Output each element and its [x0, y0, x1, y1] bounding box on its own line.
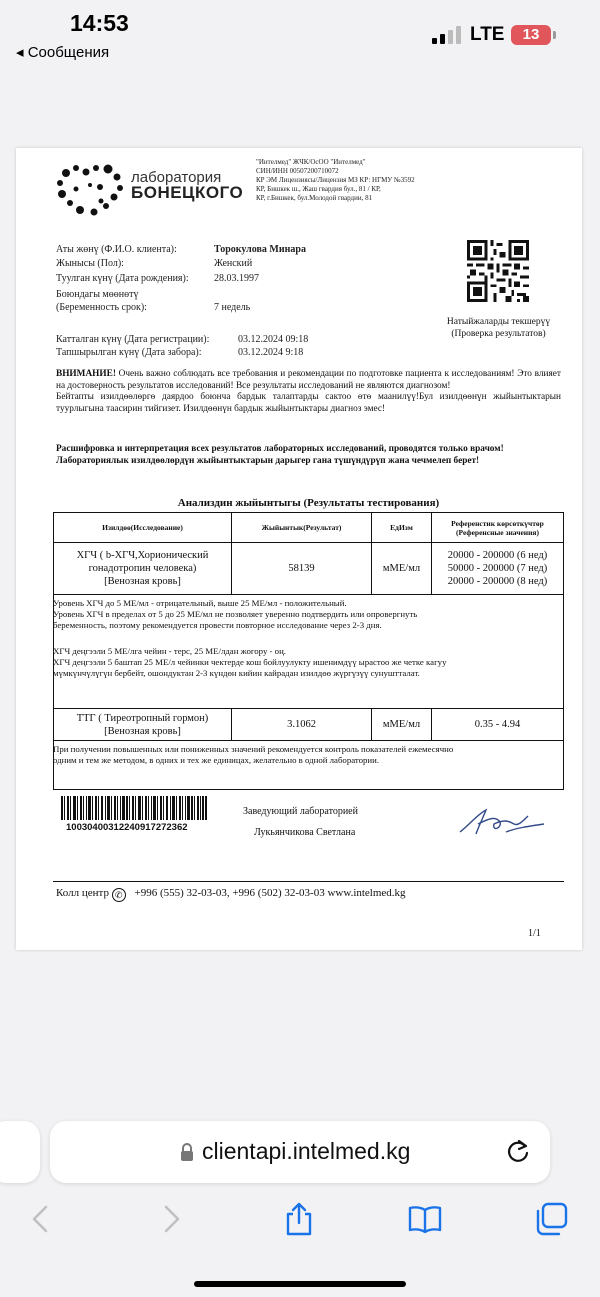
company-line: КР, Бишкек ш., Жаш гвардия бул., 81 / КР, [256, 185, 381, 193]
note-line: При получении повышенных или пониженных значений рекомендуется контроль показателей ежемесячно [53, 744, 454, 754]
battery-tip [553, 31, 556, 39]
sample-date-value: 03.12.2024 9:18 [238, 347, 304, 358]
previous-tab-card[interactable] [0, 1121, 40, 1183]
patient-name: Торокулова Минара [214, 244, 306, 255]
barcode-number: 100304003122409172723​62 [66, 822, 188, 833]
tsh-note [53, 744, 564, 766]
reload-icon[interactable] [505, 1138, 531, 1164]
results-table [53, 512, 564, 595]
forward-icon[interactable] [154, 1202, 188, 1236]
result-tsh: 3.1062 [232, 709, 372, 741]
note-line: Уровень ХГЧ в пределах от 5 до 25 МЕ/мл не позволяет уверенно подтвердить или опровергнуть [53, 609, 418, 619]
interpretation-ky: Лабораториялык изилдөөлөрдүн жыйынтыктарын дарыгер гана түшүндүрүп жана чечмелеп берет! [56, 455, 480, 466]
note-line: ХГЧ деңгээли 5 баштап 25 МЕ/л чейинки чектерде кош бойлуулукту ишенимдүү ырастоо же четке кагуу [53, 657, 447, 667]
url-text[interactable]: clientapi.intelmed.kg [202, 1138, 411, 1164]
lock-icon [180, 1143, 194, 1161]
company-line: КР, г.Бишкек, бул.Молодой гвардии, 81 [256, 194, 373, 202]
unit-tsh: мМЕ/мл [372, 709, 432, 741]
head-name: Лукьянчикова Светлана [254, 827, 356, 838]
company-line: "Интелмед" ЖЧК/ОсОО "Интелмед" [256, 158, 366, 166]
test-name-line: ТТГ ( Тиреотропный гормон) [76, 712, 209, 724]
check-results-line1: Натыйжаларды текшерүү [446, 317, 551, 327]
warning-text [56, 369, 561, 415]
sex-value: Женский [214, 258, 253, 269]
page-number: 1/1 [528, 928, 541, 939]
warning-ru: Очень важно соблюдать все требования и рекомендации по подготовке пациента к исследованиям! Это влияет на достоверность результатов исследований! Все результаты исследований не являются диагнозом! [56, 369, 561, 391]
barcode-icon [61, 796, 207, 820]
table-row [54, 543, 564, 595]
signature-icon [456, 802, 546, 842]
lab-logo-icon [54, 163, 126, 218]
pregnancy-value: 7 недель [214, 302, 251, 313]
test-name-tsh [54, 709, 232, 741]
pregnancy-label-2: (Беременность срок): [56, 302, 147, 313]
hcg-note-ru [53, 598, 564, 631]
contacts [56, 887, 406, 902]
col-unit: ЕдИзм [372, 513, 432, 543]
col-reference: Референстик көрсөткүчтөр (Референсные значения) [432, 513, 564, 543]
test-name-line: [Венозная кровь] [104, 725, 181, 737]
status-bar [0, 0, 600, 66]
note-line: ХГЧ деңгээли 5 МЕ/лга чейин - терс, 25 МЕ/лдан жогору - оң. [53, 646, 286, 656]
patient-name-label: Аты жөнү (Ф.И.О. клиента): [56, 244, 177, 255]
phone-icon: ✆ [112, 888, 126, 902]
reference-line: 20000 - 200000 (8 нед) [447, 576, 548, 587]
back-icon[interactable] [24, 1202, 58, 1236]
clock: 14:53 [70, 10, 129, 36]
warning-ky: Бейтапты изилдөөлөргө даярдоо боюнча бардык талаптарды сактоо өтө маанилүү!Бул изилдөөнүн жыйынтыктарын туурлыгына таасирин тийгизет. Изилдөөнүн бардык жыйынтыктары диагноз эмес! [56, 392, 561, 414]
note-line: Уровень ХГЧ до 5 МЕ/мл - отрицательный, выше 25 МЕ/мл - положительный. [53, 598, 347, 608]
results-table-tsh [53, 708, 564, 741]
check-results-link[interactable] [426, 317, 571, 340]
warning-heading: ВНИМАНИЕ! [56, 369, 116, 379]
col-result: Жыйынтык(Результат) [232, 513, 372, 543]
reference-hcg [432, 543, 564, 595]
reference-tsh: 0.35 - 4.94 [432, 709, 564, 741]
dob-label: Туулган күнү (Дата рождения): [56, 273, 189, 284]
network-type: LTE [470, 24, 505, 45]
qr-code-icon[interactable] [467, 240, 529, 302]
footer-divider [53, 881, 564, 882]
registration-label: Катталган күнү (Дата регистрации): [56, 334, 210, 345]
registration-value: 03.12.2024 09:18 [238, 334, 309, 345]
call-center-label: Колл центр [56, 887, 109, 899]
interpretation-ru: Расшифровка и интерпретация всех результатов лабораторных исследований, проводятся только врачом! [56, 444, 504, 454]
col-test: Изилдөө(Исследование) [54, 513, 232, 543]
company-line: КР ЭМ Лицензиясы/Лицензия МЗ КР: НГМУ №3592 [256, 176, 415, 184]
home-indicator[interactable] [194, 1281, 406, 1287]
result-hcg: 58139 [232, 543, 372, 595]
bookmarks-icon[interactable] [408, 1202, 442, 1236]
test-name-line: ХГЧ ( b-ХГЧ,Хорионический [76, 550, 209, 561]
test-name-line: [Венозная кровь] [104, 576, 181, 587]
note-line: мүмкүнчүлүгүн бербейт, ошондуктан 2-3 күндөн кийин кайрадан изилдөө жүргүзүү сунуштталат. [53, 668, 420, 678]
company-info [256, 158, 476, 203]
signal-icon [432, 26, 466, 44]
results-title: Анализдин жыйынтыгы (Результаты тестирования) [177, 497, 440, 509]
pregnancy-label-1: Боюндагы мөөнөтү [56, 289, 139, 300]
note-line: одним и тем же методом, в одних и тех же единицах, желательно в одной лаборатории. [53, 755, 380, 765]
sex-label: Жынысы (Пол): [56, 258, 124, 269]
back-to-messages-link[interactable]: ◂ Сообщения [16, 44, 110, 61]
share-icon[interactable] [282, 1202, 316, 1236]
reference-line: 20000 - 200000 (6 нед) [447, 550, 548, 561]
unit-hcg: мМЕ/мл [372, 543, 432, 595]
test-name-hcg [54, 543, 232, 595]
table-header-row [54, 513, 564, 543]
tabs-icon[interactable] [534, 1202, 568, 1236]
interpretation-note [56, 444, 561, 467]
sample-date-label: Тапшырылган күнү (Дата забора): [56, 347, 202, 358]
test-name-line: гонадотропин человека) [88, 563, 197, 574]
company-line: СИН/ИНН 00507200710072 [256, 167, 339, 175]
lab-report-page [16, 148, 582, 950]
logo-line1: лаборатория [131, 169, 222, 186]
note-line: беременность, поэтому рекомендуется провести повторное исследование через 2-3 дня. [53, 620, 382, 630]
dob-value: 28.03.1997 [214, 273, 259, 284]
head-title: Заведующий лабораторией [243, 806, 358, 817]
check-results-line2: (Проверка результатов) [451, 328, 546, 339]
logo-line2: БОНЕЦКОГО [131, 183, 244, 202]
reference-line: 50000 - 200000 (7 нед) [447, 563, 548, 574]
contact-phones: +996 (555) 32-03-03, +996 (502) 32-03-03 www.intelmed.kg [134, 887, 406, 899]
table-row [54, 709, 564, 741]
battery-icon: 13 [511, 25, 551, 45]
hcg-note-ky [53, 646, 564, 679]
